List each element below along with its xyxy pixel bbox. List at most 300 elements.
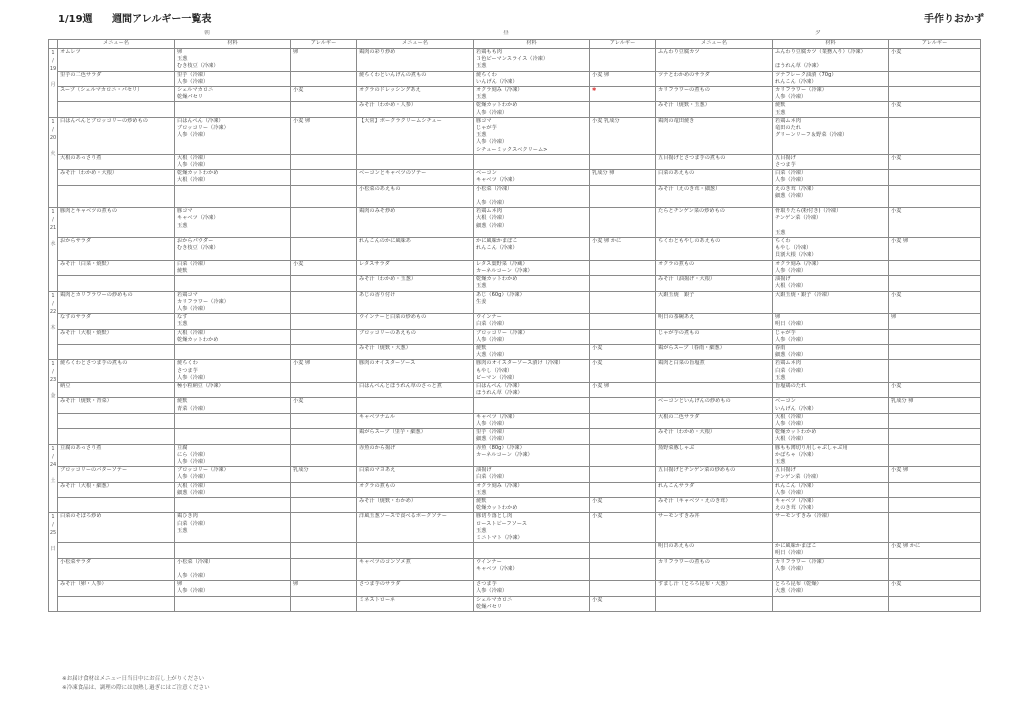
lunch-menu-text: オクラの煮もの <box>359 482 396 489</box>
breakfast-menu-cell <box>58 596 175 611</box>
dinner-ingredients-text: 骨取りたら(粉付き)（冷凍） チンゲン菜（冷凍） 玉葱 <box>775 208 842 236</box>
lunch-allergy-text: 小麦 <box>592 497 603 504</box>
dinner-menu-text: 大銀玉焼 銀子 <box>658 291 695 298</box>
dinner-allergy-cell <box>889 444 981 467</box>
day-label: 1 / 24 土 <box>49 444 58 513</box>
lunch-ingredients-header: 材料 <box>474 40 590 49</box>
dinner-allergy-cell <box>889 329 981 344</box>
footer-notes <box>62 675 210 693</box>
lunch-menu-text: ベーコンとキャベツのソテー <box>359 170 427 177</box>
lunch-allergy-text: 小麦 <box>592 513 603 520</box>
breakfast-menu-text: なすのサラダ <box>60 314 92 321</box>
breakfast-menu-cell <box>58 543 175 558</box>
dinner-ingredients-text: サーモンすきみ（冷凍） <box>775 513 833 520</box>
day-column-header <box>49 40 58 49</box>
breakfast-ingredients-cell <box>175 314 291 329</box>
table-row <box>49 185 981 208</box>
lunch-menu-text: みそ汁（わかめ・人参） <box>359 102 417 109</box>
lunch-allergy-cell <box>590 185 656 208</box>
lunch-allergy-cell <box>590 314 656 329</box>
lunch-ingredients-cell <box>474 497 590 512</box>
lunch-menu-cell <box>357 558 474 581</box>
breakfast-menu-text: 大根のあっさり煮 <box>60 154 102 161</box>
lunch-menu-text: 鶏肉の彩り炒め <box>359 49 396 55</box>
lunch-ingredients-text: 豚肉のオイスターソース漬け（冷凍） もやし（冷凍） ピーマン（冷凍） <box>476 360 564 381</box>
dinner-menu-text: 白菜のあえもの <box>658 170 695 177</box>
lunch-ingredients-cell <box>474 581 590 596</box>
lunch-menu-cell <box>357 291 474 314</box>
dinner-menu-text: カリフラワーの煮もの <box>658 558 710 565</box>
dinner-menu-cell <box>656 117 773 154</box>
footer-note: ※お届け食材はメニュー日当日中にお召し上がりください <box>62 676 205 682</box>
lunch-ingredients-cell <box>474 398 590 413</box>
lunch-ingredients-text: 豚切り落とし肉 ローストビーフソース 玉葱 ミニトマト（冷凍） <box>476 513 527 541</box>
lunch-menu-cell <box>357 208 474 238</box>
breakfast-allergy-cell <box>291 596 357 611</box>
dinner-menu-cell <box>656 581 773 596</box>
breakfast-allergy-cell <box>291 154 357 169</box>
table-row <box>49 276 981 291</box>
breakfast-menu-cell <box>58 276 175 291</box>
dinner-ingredients-cell <box>773 382 889 397</box>
category-title: 手作りおかず <box>924 14 984 25</box>
dinner-ingredients-cell <box>773 208 889 238</box>
dinner-allergy-text: 小麦 <box>891 102 902 109</box>
breakfast-ingredients-cell <box>175 260 291 275</box>
dinner-allergy-text: 小麦 <box>891 382 902 389</box>
breakfast-menu-cell <box>58 413 175 428</box>
dinner-ingredients-cell <box>773 360 889 383</box>
breakfast-menu-cell <box>58 185 175 208</box>
dinner-ingredients-text: 豚もも薄切り用しゃぶしゃぶ用 かぼちゃ（冷凍） 玉葱 <box>775 444 848 465</box>
table-row <box>49 208 981 238</box>
dinner-menu-cell <box>656 558 773 581</box>
week-label: 1/19週 <box>58 14 93 25</box>
dinner-menu-cell <box>656 102 773 117</box>
breakfast-allergy-cell <box>291 513 357 543</box>
lunch-allergy-cell <box>590 208 656 238</box>
breakfast-allergy-cell <box>291 260 357 275</box>
lunch-menu-text: みそ汁（わかめ・玉葱） <box>359 276 417 283</box>
dinner-ingredients-text: ベーコン いんげん（冷凍） <box>775 398 817 412</box>
lunch-menu-cell <box>357 87 474 102</box>
lunch-menu-text: みそ汁（焼麩・大葱） <box>359 344 411 351</box>
dinner-menu-text: 鶏がらスープ（春雨・細葱） <box>658 344 725 351</box>
lunch-ingredients-text: 若鶏もも肉 ３色ピーマンスライス（冷凍） 玉葱 <box>476 49 549 70</box>
dinner-menu-cell <box>656 513 773 543</box>
breakfast-ingredients-text: なす 玉葱 <box>177 314 188 328</box>
breakfast-menu-text: みそ汁（白菜・焼麩） <box>60 260 112 267</box>
table-body <box>49 49 981 612</box>
table-row <box>49 49 981 72</box>
dinner-allergy-cell <box>889 170 981 185</box>
breakfast-allergy-cell <box>291 360 357 383</box>
dinner-ingredients-cell <box>773 398 889 413</box>
breakfast-menu-cell <box>58 87 175 102</box>
lunch-ingredients-cell <box>474 329 590 344</box>
table-row <box>49 344 981 359</box>
breakfast-allergy-cell <box>291 558 357 581</box>
dinner-menu-text: 鶏肉の竜田焼き <box>658 117 695 124</box>
table-row <box>49 291 981 314</box>
breakfast-menu-cell <box>58 382 175 397</box>
breakfast-ingredients-text: 白はんぺん（冷凍） ブロッコリー（冷凍） 人参（冷凍） <box>177 117 229 139</box>
dinner-ingredients-cell <box>773 117 889 154</box>
breakfast-allergy-cell <box>291 170 357 185</box>
breakfast-menu-text: 豆腐のあっさり煮 <box>60 444 102 451</box>
breakfast-menu-text: ブロッコリーのバターソテー <box>60 467 128 474</box>
lunch-allergy-cell <box>590 170 656 185</box>
dinner-ingredients-cell <box>773 154 889 169</box>
dinner-menu-cell <box>656 429 773 444</box>
dinner-ingredients-text: オクラ刻み（冷凍） 人参（冷凍） <box>775 260 822 274</box>
day-label: 1 / 23 金 <box>49 360 58 444</box>
dinner-menu-cell <box>656 87 773 102</box>
lunch-menu-text: 【大常】ボークラクリームシチュー <box>359 117 442 124</box>
table-row <box>49 596 981 611</box>
page-title: 週間アレルギー一覧表 <box>112 14 212 25</box>
lunch-menu-cell <box>357 467 474 482</box>
breakfast-menu-cell <box>58 444 175 467</box>
lunch-ingredients-cell <box>474 467 590 482</box>
dinner-allergy-cell <box>889 398 981 413</box>
lunch-menu-cell <box>357 543 474 558</box>
dinner-ingredients-text: れんこん（冷凍） 人参（冷凍） <box>775 482 817 496</box>
dinner-ingredients-cell <box>773 49 889 72</box>
lunch-ingredients-cell <box>474 444 590 467</box>
dinner-menu-cell <box>656 482 773 497</box>
lunch-ingredients-text: 乾燥カットわかめ 玉葱 <box>476 276 518 290</box>
breakfast-ingredients-text: 大根（冷凍） 細葱（冷凍） <box>177 482 209 496</box>
breakfast-ingredients-text: 小松菜（冷凍） 人参（冷凍） <box>177 558 214 580</box>
breakfast-menu-cell <box>58 314 175 329</box>
breakfast-menu-text: スープ（シェルマカロニ・パセリ） <box>60 87 143 94</box>
breakfast-ingredients-cell <box>175 185 291 208</box>
breakfast-menu-cell <box>58 344 175 359</box>
dinner-menu-text: 明日の茶碗あえ <box>658 314 695 321</box>
breakfast-menu-text: 鶏肉とカリフラワーの炒めもの <box>60 291 133 298</box>
breakfast-ingredients-cell <box>175 596 291 611</box>
breakfast-allergy-cell <box>291 344 357 359</box>
lunch-ingredients-cell <box>474 238 590 261</box>
breakfast-allergy-text: 卵 <box>293 581 299 588</box>
dinner-ingredients-text: 油揚げ 大根（冷凍） <box>775 276 807 290</box>
breakfast-ingredients-text: 乾燥カットわかめ 大根（冷凍） <box>177 170 219 184</box>
lunch-ingredients-text: キャベツ（冷凍） 人参（冷凍） <box>476 413 518 427</box>
lunch-ingredients-cell <box>474 208 590 238</box>
breakfast-ingredients-header: 材料 <box>175 40 291 49</box>
breakfast-allergy-cell <box>291 117 357 154</box>
lunch-ingredients-text: さつま芋 人参（冷凍） <box>476 581 508 595</box>
lunch-ingredients-text: ウインナー 白菜（冷凍） <box>476 314 508 328</box>
dinner-menu-cell <box>656 382 773 397</box>
allergy-table <box>48 30 981 612</box>
dinner-menu-text: たらとチンゲン菜の炒めもの <box>658 208 725 215</box>
breakfast-allergy-cell <box>291 467 357 482</box>
lunch-ingredients-cell <box>474 49 590 72</box>
lunch-ingredients-text: あじ（60g）（冷凍） 生姜 <box>476 291 525 305</box>
dinner-allergy-cell <box>889 208 981 238</box>
dinner-allergy-text: 小麦 卵 <box>891 238 909 245</box>
dinner-allergy-cell <box>889 360 981 383</box>
dinner-ingredients-text: カリフラワー（冷凍） 人参（冷凍） <box>775 558 827 572</box>
dinner-menu-cell <box>656 208 773 238</box>
dinner-ingredients-cell <box>773 558 889 581</box>
lunch-allergy-text: 小麦 <box>592 596 603 603</box>
breakfast-menu-cell <box>58 360 175 383</box>
breakfast-allergy-cell <box>291 71 357 86</box>
lunch-menu-cell <box>357 260 474 275</box>
table-row <box>49 102 981 117</box>
dinner-menu-cell <box>656 398 773 413</box>
check-mark-icon: ✱ <box>592 87 597 94</box>
lunch-ingredients-cell <box>474 117 590 154</box>
lunch-ingredients-cell <box>474 360 590 383</box>
breakfast-menu-cell <box>58 208 175 238</box>
table-row <box>49 117 981 154</box>
day-label: 1 / 20 火 <box>49 117 58 207</box>
dinner-menu-cell <box>656 413 773 428</box>
lunch-ingredients-text: シェルマカロニ 乾燥パセリ <box>476 596 513 610</box>
dinner-ingredients-text: 若鶏ムネ肉 竜田のたれ グリーンリーフ＆野菜（冷凍） <box>775 117 848 139</box>
meal-header-dinner: 夕 <box>815 30 821 36</box>
dinner-allergy-cell <box>889 185 981 208</box>
dinner-menu-cell <box>656 170 773 185</box>
breakfast-ingredients-cell <box>175 360 291 383</box>
lunch-menu-text: 鶏肉のみそ炒め <box>359 208 396 215</box>
dinner-ingredients-cell <box>773 71 889 86</box>
lunch-menu-cell <box>357 429 474 444</box>
breakfast-ingredients-cell <box>175 558 291 581</box>
dinner-menu-cell <box>656 497 773 512</box>
dinner-menu-cell <box>656 543 773 558</box>
lunch-menu-cell <box>357 596 474 611</box>
lunch-menu-text: 洋風玉葱ソースで食べるポークソテー <box>359 513 447 520</box>
breakfast-menu-text: みそ汁（大根・細葱） <box>60 482 112 489</box>
lunch-menu-cell <box>357 513 474 543</box>
dinner-menu-text: みそ汁（油揚げ・大根） <box>658 276 716 283</box>
dinner-menu-cell <box>656 344 773 359</box>
lunch-menu-cell <box>357 185 474 208</box>
lunch-ingredients-cell <box>474 482 590 497</box>
dinner-menu-text: 五目揚げとさつま芋の煮もの <box>658 154 726 161</box>
lunch-menu-cell <box>357 117 474 154</box>
lunch-allergy-text: 小麦 卵 <box>592 71 610 78</box>
dinner-ingredients-header: 材料 <box>773 40 889 49</box>
breakfast-allergy-cell <box>291 429 357 444</box>
breakfast-allergy-cell <box>291 482 357 497</box>
dinner-ingredients-cell <box>773 276 889 291</box>
dinner-menu-text: ベーコンといんげんの炒めもの <box>658 398 731 405</box>
dinner-allergy-cell <box>889 513 981 543</box>
lunch-menu-text: キャベツのコンソメ煮 <box>359 558 411 565</box>
table-row <box>49 543 981 558</box>
breakfast-allergy-cell <box>291 314 357 329</box>
dinner-menu-text: みそ汁（わかめ・大根） <box>658 429 716 436</box>
lunch-menu-text: レタスサラダ <box>359 260 390 267</box>
dinner-menu-cell <box>656 314 773 329</box>
allergy-table-container <box>48 30 980 612</box>
breakfast-ingredients-cell <box>175 429 291 444</box>
dinner-menu-text: れんこんサラダ <box>658 482 695 489</box>
lunch-ingredients-cell <box>474 413 590 428</box>
lunch-allergy-cell <box>590 49 656 72</box>
dinner-allergy-text: 小麦 <box>891 49 902 55</box>
breakfast-ingredients-cell <box>175 444 291 467</box>
lunch-allergy-cell <box>590 513 656 543</box>
lunch-ingredients-cell <box>474 314 590 329</box>
dinner-ingredients-cell <box>773 102 889 117</box>
breakfast-menu-text: 焼ちくわとさつま芋の煮もの <box>60 360 128 367</box>
lunch-ingredients-cell <box>474 276 590 291</box>
breakfast-allergy-text: 小麦 卵 <box>293 360 311 367</box>
meal-header-lunch: 昼 <box>503 30 509 36</box>
dinner-menu-cell <box>656 71 773 86</box>
lunch-ingredients-text: ブロッコリー（冷凍） 人参（冷凍） <box>476 329 528 343</box>
breakfast-allergy-cell <box>291 382 357 397</box>
header-left <box>58 10 227 25</box>
table-row <box>49 467 981 482</box>
lunch-allergy-cell <box>590 276 656 291</box>
lunch-allergy-cell <box>590 482 656 497</box>
breakfast-ingredients-cell <box>175 329 291 344</box>
breakfast-ingredients-text: 焼麩 青菜（冷凍） <box>177 398 209 412</box>
breakfast-menu-cell <box>58 513 175 543</box>
breakfast-ingredients-cell <box>175 467 291 482</box>
dinner-ingredients-text: ツナフレーク油漬（70g） れんこん（冷凍） <box>775 71 837 85</box>
lunch-menu-cell <box>357 154 474 169</box>
lunch-ingredients-text: レタス葉野菜（冷蔵） カーネルコーン（冷凍） <box>476 260 533 274</box>
dinner-menu-cell <box>656 360 773 383</box>
breakfast-menu-text: 白菜のそぼろ炒め <box>60 513 102 520</box>
lunch-ingredients-text: オクラ刻み（冷凍） 玉葱 <box>476 87 523 101</box>
meal-header-breakfast: 朝 <box>204 30 210 36</box>
table-row <box>49 314 981 329</box>
breakfast-menu-text: 豚肉とキャベツの煮もの <box>60 208 118 215</box>
lunch-menu-cell <box>357 314 474 329</box>
dinner-menu-cell <box>656 238 773 261</box>
dinner-allergy-cell <box>889 413 981 428</box>
lunch-ingredients-cell <box>474 382 590 397</box>
dinner-menu-cell <box>656 260 773 275</box>
breakfast-ingredients-text: 卵 人参（冷凍） <box>177 581 209 595</box>
dinner-menu-cell <box>656 291 773 314</box>
lunch-allergy-text: 小麦 <box>592 344 603 351</box>
lunch-allergy-cell <box>590 596 656 611</box>
breakfast-menu-cell <box>58 117 175 154</box>
dinner-ingredients-text: 若鶏ムネ肉 白菜（冷凍） 玉葱 <box>775 360 807 381</box>
lunch-menu-text: 豚肉のオイスターソース <box>359 360 416 367</box>
dinner-allergy-cell <box>889 344 981 359</box>
lunch-ingredients-text: ウインナー キャベツ（冷凍） <box>476 558 518 572</box>
breakfast-ingredients-text: シェルマカロニ 乾燥パセリ <box>177 87 214 101</box>
breakfast-menu-text: 小松菜サラダ <box>60 558 92 565</box>
breakfast-allergy-text: 小麦 卵 <box>293 117 311 124</box>
breakfast-allergy-cell <box>291 413 357 428</box>
breakfast-menu-cell <box>58 238 175 261</box>
dinner-allergy-text: 小麦 <box>891 154 902 161</box>
table-row <box>49 513 981 543</box>
lunch-menu-text: 焼ちくわといんげんの煮もの <box>359 71 427 78</box>
dinner-allergy-cell <box>889 117 981 154</box>
lunch-menu-text: れんこんのかに風味あ <box>359 238 411 245</box>
dinner-ingredients-cell <box>773 497 889 512</box>
dinner-menu-text: みそ汁（焼麩・玉葱） <box>658 102 710 109</box>
breakfast-ingredients-text: ブロッコリー（冷凍） 人参（冷凍） <box>177 467 229 481</box>
lunch-allergy-cell <box>590 154 656 169</box>
breakfast-allergy-cell <box>291 291 357 314</box>
dinner-allergy-cell <box>889 49 981 72</box>
breakfast-ingredients-text: 豆腐 にら（冷凍） 人参（冷凍） <box>177 444 209 465</box>
lunch-ingredients-cell <box>474 71 590 86</box>
dinner-menu-cell <box>656 596 773 611</box>
dinner-menu-text: カリフラワーの煮もの <box>658 87 710 94</box>
lunch-ingredients-text: 若鶏ムネ肉 大根（冷凍） 細葱（冷凍） <box>476 208 508 229</box>
lunch-allergy-cell <box>590 398 656 413</box>
lunch-menu-cell <box>357 329 474 344</box>
meal-header-row <box>49 30 981 40</box>
lunch-ingredients-cell <box>474 87 590 102</box>
lunch-allergy-text: 小麦 乳成分 <box>592 117 620 124</box>
table-row <box>49 170 981 185</box>
table-row <box>49 497 981 512</box>
lunch-ingredients-cell <box>474 596 590 611</box>
breakfast-allergy-cell <box>291 185 357 208</box>
dinner-ingredients-cell <box>773 513 889 543</box>
breakfast-allergy-cell <box>291 543 357 558</box>
lunch-allergy-cell <box>590 581 656 596</box>
dinner-allergy-text: 小麦 <box>891 581 902 588</box>
breakfast-allergy-text: 小麦 <box>293 87 304 94</box>
dinner-menu-text: すまし汁（とろろ昆布・大葱） <box>658 581 731 588</box>
dinner-ingredients-cell <box>773 444 889 467</box>
breakfast-menu-cell <box>58 497 175 512</box>
breakfast-allergy-cell <box>291 581 357 596</box>
table-row <box>49 329 981 344</box>
dinner-menu-text: じゃが芋の煮もの <box>658 329 700 336</box>
lunch-ingredients-cell <box>474 513 590 543</box>
dinner-allergy-cell <box>889 429 981 444</box>
dinner-ingredients-text: 大銀玉焼・銀子（冷凍） <box>775 291 833 298</box>
breakfast-ingredients-cell <box>175 581 291 596</box>
breakfast-menu-cell <box>58 170 175 185</box>
dinner-allergy-text: 小麦 卵 <box>891 467 909 474</box>
table-row <box>49 260 981 275</box>
dinner-ingredients-cell <box>773 482 889 497</box>
dinner-menu-text: ふんわり豆腐カツ <box>658 49 700 55</box>
dinner-allergy-cell <box>889 543 981 558</box>
lunch-allergy-header: アレルギー <box>590 40 656 49</box>
dinner-ingredients-cell <box>773 291 889 314</box>
dinner-ingredients-text: 白菜（冷凍） 人参（冷凍） <box>775 170 807 184</box>
table-row <box>49 398 981 413</box>
dinner-allergy-text: 小麦 <box>891 208 902 215</box>
lunch-ingredients-cell <box>474 260 590 275</box>
lunch-allergy-text: 小麦 卵 <box>592 382 610 389</box>
lunch-menu-text: 白菜のマヨあえ <box>359 467 396 474</box>
breakfast-ingredients-text: 卵 玉葱 むき枝豆（冷凍） <box>177 49 219 70</box>
breakfast-ingredients-text: おからパウダー むき枝豆（冷凍） <box>177 238 219 252</box>
lunch-allergy-cell <box>590 291 656 314</box>
lunch-menu-cell <box>357 71 474 86</box>
dinner-allergy-cell <box>889 314 981 329</box>
dinner-ingredients-text: 卵 明日（冷凍） <box>775 314 807 328</box>
table-row <box>49 581 981 596</box>
breakfast-allergy-text: 小麦 <box>293 398 304 405</box>
dinner-ingredients-text: ふんわり豆腐カツ（業務入り）（冷凍） ほうれん草（冷凍） <box>775 49 866 70</box>
breakfast-ingredients-cell <box>175 170 291 185</box>
breakfast-menu-header: メニュー名 <box>58 40 175 49</box>
